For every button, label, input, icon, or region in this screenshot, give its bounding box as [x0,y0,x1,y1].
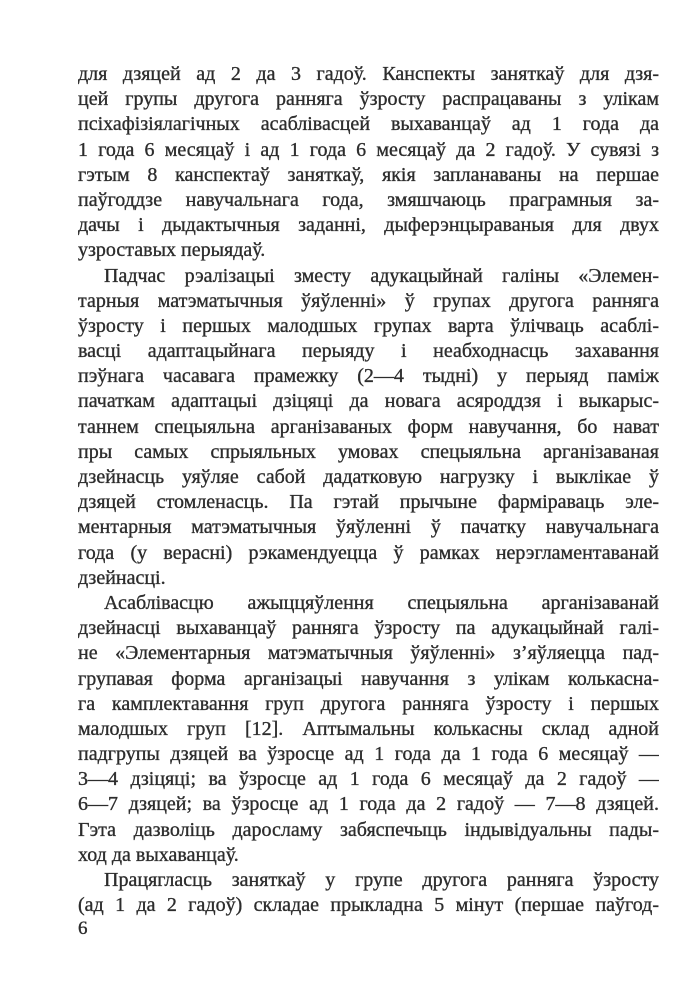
text-line: Падчас рэалізацыі зместу адукацыйнай галіны «Элемен- [104,264,659,287]
text-line: пэўнага часавага прамежку (2—4 тыдні) у перыяд паміж [78,365,659,388]
text-line: узроставых перыядаў. [78,239,266,262]
text-line: для дзяцей ад 2 да 3 гадоў. Канспекты заняткаў для дзя- [78,63,659,85]
text-line: пачаткам адаптацыі дзіцяці да новага асяроддзя і выкарыс- [78,390,659,413]
text-line: малодшых груп [12]. Аптымальны колькасны склад адной [78,717,659,740]
text-line: дзейнасці выхаванцаў ранняга ўзросту па адукацыйнай галі- [78,617,659,640]
text-line: (ад 1 да 2 гадоў) складае прыкладна 5 мінут (першае паўгод- [78,894,659,917]
text-line: дзейнасці. [78,566,166,589]
text-line: пры самых спрыяльных умовах спецыяльна арганізаваная [78,440,659,463]
text-line: васці адаптацыйнага перыяду і неабходнасць захавання [78,340,659,363]
text-line: тарныя матэматычныя ўяўленні» ў групах другога ранняга [78,289,659,312]
text-line: цей групы другога ранняга ўзросту распрацаваны з улікам [78,88,659,111]
text-line: 6—7 дзяцей; ва ўзросце ад 1 года да 2 гадоў — 7—8 дзяцей. [78,793,659,816]
text-line: ўзросту і першых малодшых групах варта ўлічваць асаблі- [78,314,659,337]
paragraph [78,264,659,591]
text-line: групавая форма арганізацыі навучання з улікам колькасна- [78,667,659,690]
text-line: 1 года 6 месяцаў і ад 1 года 6 месяцаў да 2 гадоў. У сувязі з [78,138,659,161]
text-line: ход да выхаванцаў. [78,843,239,866]
text-line: псіхафізіялагічных асаблівасцей выхаванцаў ад 1 года да [78,113,659,136]
text-line: Працягласць заняткаў у групе другога ранняга ўзросту [104,869,659,891]
text-line: га камплектавання груп другога ранняга ўзросту і першых [78,692,659,715]
text-line: 3—4 дзіцяці; ва ўзросце ад 1 года 6 месяцаў да 2 гадоў — [78,768,659,791]
text-line: таннем спецыяльна арганізаваных форм навучання, бо нават [78,415,659,438]
text-line: ментарныя матэматычныя ўяўленні ў пачатку навучальнага [78,516,659,539]
text-line: дзейнасць уяўляе сабой дадатковую нагрузку і выклікае ў [78,466,659,488]
text-line: дзяцей стомленасць. Па гэтай прычыне фарміраваць эле- [78,491,659,514]
paragraph [78,591,659,868]
text-line: паўгоддзе навучальнага года, змяшчаюць праграмныя за- [78,188,659,211]
page-number: 6 [78,918,88,939]
text-line: дачы і дыдактычныя заданні, дыферэнцыраваныя для двух [78,214,659,237]
text-line: Асаблівасцю ажыццяўлення спецыяльна арганізаванай [104,591,659,614]
text-line: гэтым 8 канспектаў заняткаў, якія запланаваны на першае [78,163,659,186]
paragraph [78,868,659,918]
text-line: года (у верасні) рэкамендуецца ў рамках нерэгламентаванай [78,541,659,564]
text-line: не «Элементарныя матэматычныя ўяўленні» з’яўляецца пад- [78,642,659,665]
page-text-block [78,62,659,918]
text-line: Гэта дазволіць даросламу забяспечыць індывідуальны пады- [78,818,659,841]
text-line: падгрупы дзяцей ва ўзросце ад 1 года да 1 года 6 месяцаў — [78,743,659,766]
paragraph [78,62,659,264]
